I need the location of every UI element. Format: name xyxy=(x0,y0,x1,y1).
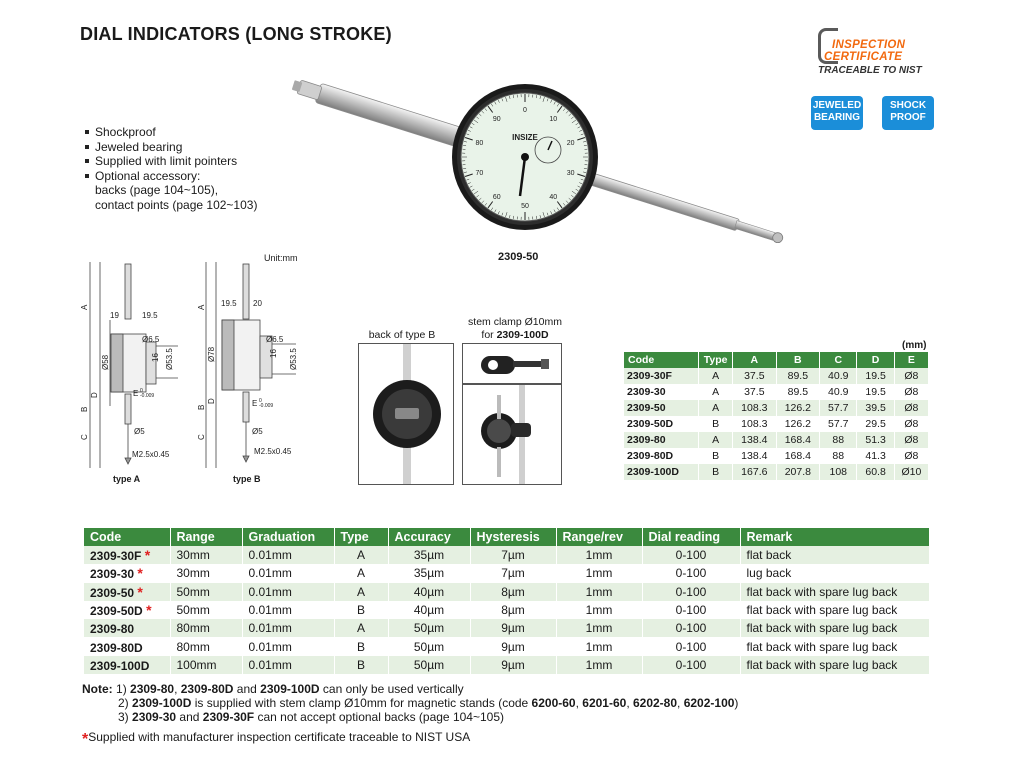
table-cell: 9µm xyxy=(470,656,556,674)
dim-label: -0.009 xyxy=(259,403,274,409)
clamp-label-code: 2309-100D xyxy=(496,329,549,341)
table-cell: A xyxy=(334,583,388,601)
specification-table xyxy=(84,528,930,674)
table-cell: Ø8 xyxy=(894,368,928,384)
dim-label: 19 xyxy=(110,311,119,320)
dim-label: 16 xyxy=(151,353,160,362)
table-cell: 57.7 xyxy=(820,400,857,416)
table-cell: Ø8 xyxy=(894,448,928,464)
badge-line: JEWELED xyxy=(812,100,862,111)
dimension-header-row xyxy=(624,352,929,368)
product-code: 2309-30 xyxy=(90,567,135,582)
dim-label: B xyxy=(80,406,89,412)
table-cell: 138.4 xyxy=(733,448,777,464)
table-cell: A xyxy=(699,384,733,400)
inspection-certificate-logo xyxy=(818,28,936,76)
note-code: 2309-80 xyxy=(130,682,175,696)
badge-line: BEARING xyxy=(813,112,861,123)
table-cell: 2309-50 xyxy=(624,400,699,416)
footnote xyxy=(82,728,470,746)
note-code: 2309-100D xyxy=(260,682,320,696)
table-cell: 126.2 xyxy=(776,400,820,416)
table-cell: 50µm xyxy=(388,619,470,637)
code-cell xyxy=(84,601,170,619)
table-cell: 0-100 xyxy=(642,656,740,674)
column-header: A xyxy=(733,352,777,368)
feature-item: Jeweled bearing xyxy=(84,140,257,155)
dial-number: 90 xyxy=(492,116,501,124)
table-cell: 0.01mm xyxy=(242,583,334,601)
table-cell: B xyxy=(699,448,733,464)
note-code: 2309-30F xyxy=(202,710,255,725)
dim-label: D xyxy=(207,398,216,404)
table-cell: 89.5 xyxy=(776,368,820,384)
code-cell xyxy=(84,656,170,674)
note-code: 6201-60 xyxy=(582,696,627,711)
back-type-b-photo xyxy=(358,343,454,485)
table-cell: A xyxy=(334,619,388,637)
table-row xyxy=(624,464,929,480)
table-cell: 2309-100D xyxy=(624,464,699,480)
table-cell: flat back with spare lug back xyxy=(740,601,930,619)
table-cell: A xyxy=(334,546,388,564)
code-cell xyxy=(84,546,170,564)
table-cell: 57.7 xyxy=(820,416,857,432)
code-cell xyxy=(84,564,170,582)
note-text: , xyxy=(626,696,633,711)
product-code: 2309-80 xyxy=(90,622,135,637)
column-header: Graduation xyxy=(242,528,334,546)
table-row xyxy=(624,400,929,416)
clamp-label-prefix: for xyxy=(481,329,497,341)
dial-brand: INSIZE xyxy=(512,133,538,142)
dim-label: E xyxy=(133,389,139,398)
table-cell: 0-100 xyxy=(642,583,740,601)
dim-label: C xyxy=(197,434,206,440)
stem-clamp-label-1: stem clamp Ø10mm xyxy=(468,316,562,328)
table-row xyxy=(84,619,930,637)
table-cell: 0.01mm xyxy=(242,637,334,655)
table-row xyxy=(84,601,930,619)
note-text: 3) xyxy=(118,710,133,725)
type-a-drawing xyxy=(78,258,188,490)
note-text: can only be used vertically xyxy=(319,682,464,696)
feature-item: backs (page 104~105), xyxy=(95,183,219,197)
spec-header-row xyxy=(84,528,930,546)
certificate-line-1: INSPECTION xyxy=(832,39,906,51)
column-header: Hysteresis xyxy=(470,528,556,546)
table-cell: 29.5 xyxy=(857,416,894,432)
table-row xyxy=(624,368,929,384)
table-cell: 2309-30 xyxy=(624,384,699,400)
table-cell: 7µm xyxy=(470,564,556,582)
note-code: 2309-80D xyxy=(180,682,234,696)
table-cell: 0-100 xyxy=(642,619,740,637)
table-cell: 0-100 xyxy=(642,637,740,655)
dial-number: 20 xyxy=(566,140,575,148)
product-code: 2309-80D xyxy=(90,640,143,655)
certificate-star: * xyxy=(137,565,143,582)
dim-label: E xyxy=(252,399,258,408)
table-row xyxy=(624,432,929,448)
clamp-photo-graphic xyxy=(463,344,562,384)
notes-section xyxy=(82,682,738,725)
table-cell: Ø8 xyxy=(894,400,928,416)
dial-number: 60 xyxy=(492,193,501,201)
dim-label: 19.5 xyxy=(221,299,237,308)
table-cell: 40µm xyxy=(388,601,470,619)
table-cell: 40µm xyxy=(388,583,470,601)
note-code: 6202-100 xyxy=(683,696,735,711)
table-cell: Ø8 xyxy=(894,432,928,448)
type-b-drawing xyxy=(196,258,314,490)
table-cell: flat back xyxy=(740,546,930,564)
table-cell: 7µm xyxy=(470,546,556,564)
note-text: 1) xyxy=(116,682,131,696)
dimension-unit: (mm) xyxy=(902,340,927,351)
dim-label: 0 xyxy=(140,388,143,394)
note-code: 2309-100D xyxy=(132,696,192,711)
note-text: can not accept optional backs (page 104~105) xyxy=(254,710,504,725)
note-code: 6202-80 xyxy=(632,696,678,711)
dim-label: Ø6.5 xyxy=(266,335,284,344)
table-cell: 0-100 xyxy=(642,546,740,564)
table-row xyxy=(84,656,930,674)
note-1 xyxy=(82,682,738,696)
table-cell: 108 xyxy=(820,464,857,480)
column-header: Range xyxy=(170,528,242,546)
table-cell: 60.8 xyxy=(857,464,894,480)
stem-clamp-mounted-photo xyxy=(462,384,562,485)
table-cell: 8µm xyxy=(470,601,556,619)
dim-label: A xyxy=(197,304,206,310)
note-text: ) xyxy=(734,696,739,711)
certificate-line-3: TRACEABLE TO NIST xyxy=(818,65,922,76)
table-cell: 35µm xyxy=(388,546,470,564)
table-cell: 126.2 xyxy=(776,416,820,432)
certificate-line-2: CERTIFICATE xyxy=(824,51,903,63)
dial-number: 30 xyxy=(566,169,575,177)
table-cell: 37.5 xyxy=(733,368,777,384)
table-cell: 108.3 xyxy=(733,416,777,432)
column-header: E xyxy=(894,352,928,368)
table-cell: 100mm xyxy=(170,656,242,674)
type-b-label: type B xyxy=(233,474,261,484)
table-cell: 207.8 xyxy=(776,464,820,480)
dial-number: 50 xyxy=(521,203,529,210)
feature-list xyxy=(84,125,257,212)
dim-label: Ø5 xyxy=(134,427,145,436)
note-code: 2309-30 xyxy=(132,710,177,725)
table-cell: 0.01mm xyxy=(242,601,334,619)
dim-label: Ø5 xyxy=(252,427,263,436)
table-cell: 41.3 xyxy=(857,448,894,464)
table-cell: Ø8 xyxy=(894,384,928,400)
feature-item: Optional accessory: xyxy=(84,169,257,184)
table-cell: 19.5 xyxy=(857,384,894,400)
table-cell: 50mm xyxy=(170,601,242,619)
table-cell: 0.01mm xyxy=(242,546,334,564)
dial-number: 70 xyxy=(475,169,484,177)
dim-label: -0.009 xyxy=(140,393,155,399)
dim-label: 0 xyxy=(259,398,262,404)
note-code: 6200-60 xyxy=(531,696,576,711)
back-photo-graphic xyxy=(359,344,454,485)
type-a-label: type A xyxy=(113,474,141,484)
unit-label: Unit:mm xyxy=(264,253,298,263)
column-header: Code xyxy=(84,528,170,546)
dim-label: Ø6.5 xyxy=(142,335,160,344)
table-cell: A xyxy=(334,564,388,582)
table-row xyxy=(84,583,930,601)
table-cell: 9µm xyxy=(470,619,556,637)
dim-label: Ø78 xyxy=(207,346,216,362)
table-row xyxy=(624,416,929,432)
dial-number: 0 xyxy=(523,107,527,114)
column-header: Range/rev xyxy=(556,528,642,546)
dim-label: 20 xyxy=(253,299,262,308)
footnote-text: Supplied with manufacturer inspection certificate traceable to NIST USA xyxy=(88,730,471,744)
table-cell: 30mm xyxy=(170,564,242,582)
note-text: , xyxy=(174,682,181,696)
certificate-star: * xyxy=(146,602,152,619)
notes-label: Note: xyxy=(82,682,113,696)
table-cell: 1mm xyxy=(556,601,642,619)
code-cell xyxy=(84,637,170,655)
table-cell: A xyxy=(699,368,733,384)
table-cell: 50µm xyxy=(388,637,470,655)
product-caption: 2309-50 xyxy=(498,251,539,263)
table-cell: B xyxy=(334,601,388,619)
column-header: Code xyxy=(624,352,699,368)
note-2 xyxy=(82,696,738,710)
table-cell: 8µm xyxy=(470,583,556,601)
table-cell: 89.5 xyxy=(776,384,820,400)
table-row xyxy=(84,637,930,655)
note-text: , xyxy=(575,696,583,711)
page-title: DIAL INDICATORS (LONG STROKE) xyxy=(80,24,392,44)
column-header: Dial reading xyxy=(642,528,740,546)
certificate-star: * xyxy=(137,583,143,600)
product-code: 2309-50D xyxy=(90,604,143,619)
table-row xyxy=(84,546,930,564)
dim-label: 16 xyxy=(269,349,278,358)
feature-item: Shockproof xyxy=(84,125,257,140)
table-cell: 1mm xyxy=(556,564,642,582)
table-cell: 1mm xyxy=(556,546,642,564)
table-cell: 168.4 xyxy=(776,448,820,464)
column-header: Accuracy xyxy=(388,528,470,546)
table-cell: B xyxy=(699,464,733,480)
table-cell: 2309-80D xyxy=(624,448,699,464)
shock-proof-badge xyxy=(882,96,934,130)
stem-clamp-label-2 xyxy=(462,329,568,341)
table-cell: 138.4 xyxy=(733,432,777,448)
table-cell: Ø8 xyxy=(894,416,928,432)
table-cell: 108.3 xyxy=(733,400,777,416)
badge-line: SHOCK xyxy=(889,100,927,111)
mounted-photo-graphic xyxy=(463,385,562,485)
dim-label: Ø53.5 xyxy=(289,348,298,370)
table-cell: 35µm xyxy=(388,564,470,582)
table-cell: 50µm xyxy=(388,656,470,674)
table-cell: 1mm xyxy=(556,656,642,674)
note-text: 2) xyxy=(118,696,133,711)
table-cell: A xyxy=(699,432,733,448)
note-text: , xyxy=(677,696,684,711)
table-cell: 0.01mm xyxy=(242,619,334,637)
stem-clamp-photo xyxy=(462,343,562,384)
table-cell: 0.01mm xyxy=(242,656,334,674)
dimension-table xyxy=(624,352,929,480)
table-cell: 80mm xyxy=(170,637,242,655)
table-cell: Ø10 xyxy=(894,464,928,480)
dim-label: Ø53.5 xyxy=(165,348,174,370)
dim-label: A xyxy=(80,304,89,310)
dial-number: 40 xyxy=(549,193,558,201)
column-header: Type xyxy=(334,528,388,546)
dim-label: C xyxy=(80,434,89,440)
table-row xyxy=(624,384,929,400)
dim-label: 19.5 xyxy=(142,311,158,320)
code-cell xyxy=(84,583,170,601)
table-cell: 50mm xyxy=(170,583,242,601)
column-header: D xyxy=(857,352,894,368)
dial-indicator-product-image xyxy=(280,78,810,243)
dim-label: Ø58 xyxy=(101,354,110,370)
table-cell: 30mm xyxy=(170,546,242,564)
note-text: and xyxy=(176,710,203,725)
table-cell: 80mm xyxy=(170,619,242,637)
table-cell: B xyxy=(699,416,733,432)
dial-number: 80 xyxy=(475,140,484,148)
table-cell: 51.3 xyxy=(857,432,894,448)
table-cell: 2309-80 xyxy=(624,432,699,448)
table-cell: 0.01mm xyxy=(242,564,334,582)
product-code: 2309-30F xyxy=(90,549,142,564)
column-header: Remark xyxy=(740,528,930,546)
table-cell: 1mm xyxy=(556,583,642,601)
column-header: C xyxy=(820,352,857,368)
column-header: B xyxy=(776,352,820,368)
table-cell: 37.5 xyxy=(733,384,777,400)
dim-label: M2.5x0.45 xyxy=(132,450,170,459)
table-cell: 2309-50D xyxy=(624,416,699,432)
table-cell: lug back xyxy=(740,564,930,582)
dim-label: B xyxy=(197,404,206,410)
certificate-star: * xyxy=(144,547,151,564)
table-row xyxy=(624,448,929,464)
table-cell: flat back with spare lug back xyxy=(740,637,930,655)
jeweled-bearing-badge xyxy=(811,96,863,130)
product-code: 2309-50 xyxy=(90,585,135,600)
table-cell: 167.6 xyxy=(733,464,777,480)
table-cell: B xyxy=(334,656,388,674)
table-cell: 19.5 xyxy=(857,368,894,384)
product-code: 2309-100D xyxy=(90,658,150,673)
feature-item: contact points (page 102~103) xyxy=(95,197,258,212)
table-cell: 9µm xyxy=(470,637,556,655)
table-cell: 40.9 xyxy=(820,384,857,400)
table-cell: 168.4 xyxy=(776,432,820,448)
table-cell: 1mm xyxy=(556,637,642,655)
table-cell: A xyxy=(699,400,733,416)
code-cell xyxy=(84,619,170,637)
table-cell: 0-100 xyxy=(642,564,740,582)
dim-label: M2.5x0.45 xyxy=(254,447,292,456)
table-row xyxy=(84,564,930,582)
badge-line: PROOF xyxy=(890,112,926,123)
dial-number: 10 xyxy=(549,116,558,124)
footnote-star: * xyxy=(82,731,89,748)
table-cell: 1mm xyxy=(556,619,642,637)
table-cell: 0-100 xyxy=(642,601,740,619)
table-cell: 88 xyxy=(820,432,857,448)
table-cell: B xyxy=(334,637,388,655)
table-cell: 88 xyxy=(820,448,857,464)
note-3 xyxy=(82,710,738,724)
dim-label: D xyxy=(90,392,99,398)
column-header: Type xyxy=(699,352,733,368)
table-cell: flat back with spare lug back xyxy=(740,619,930,637)
feature-item: Supplied with limit pointers xyxy=(84,154,257,169)
note-text: and xyxy=(233,682,261,696)
table-cell: 40.9 xyxy=(820,368,857,384)
table-cell: flat back with spare lug back xyxy=(740,583,930,601)
note-text: is supplied with stem clamp Ø10mm for magnetic stands (code xyxy=(191,696,532,711)
table-cell: 2309-30F xyxy=(624,368,699,384)
table-cell: 39.5 xyxy=(857,400,894,416)
back-type-b-label: back of type B xyxy=(368,329,436,341)
table-cell: flat back with spare lug back xyxy=(740,656,930,674)
